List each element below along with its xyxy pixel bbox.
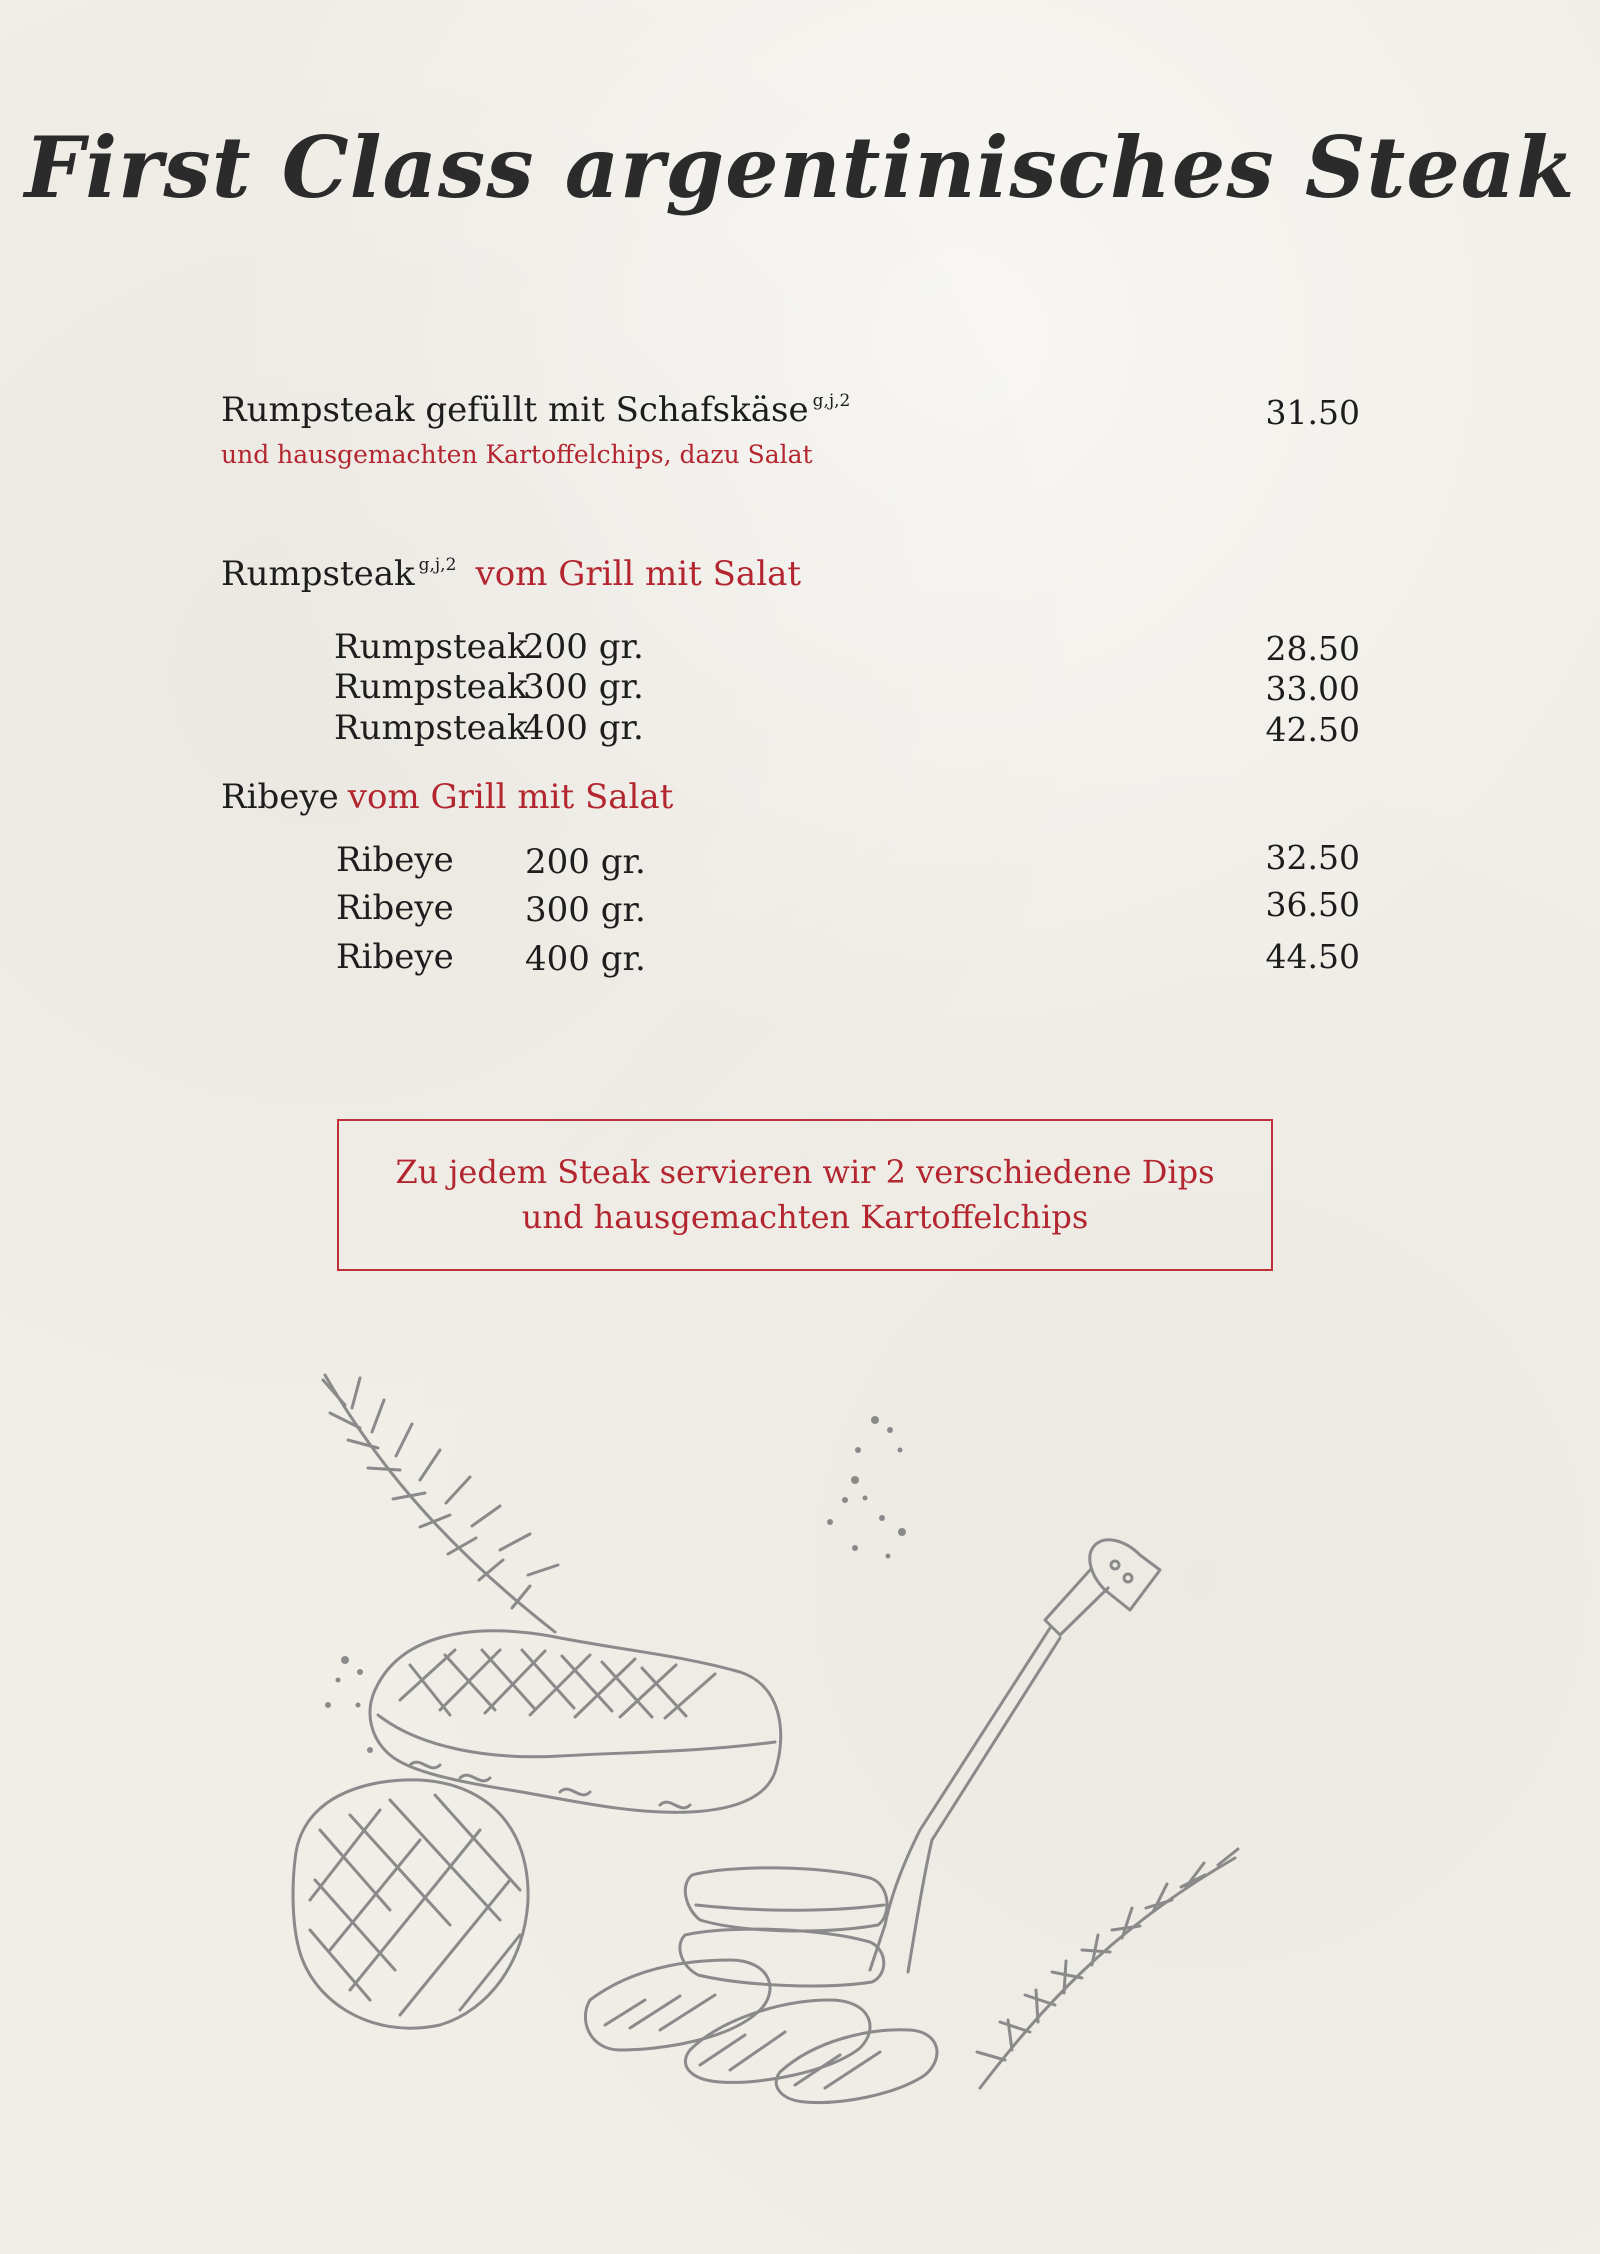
size-row-label: Ribeye xyxy=(336,888,454,928)
steak-illustration xyxy=(260,1360,1260,2140)
size-row-weight: 400 gr. xyxy=(523,708,644,748)
notice-line: Zu jedem Steak servieren wir 2 verschiedene Dips xyxy=(395,1153,1215,1191)
allergen-codes: g,j,2 xyxy=(812,391,851,411)
size-row-weight: 300 gr. xyxy=(525,890,646,930)
dips-notice-box xyxy=(337,1119,1273,1271)
size-row-price: 28.50 xyxy=(1265,629,1360,668)
size-row-label: Ribeye xyxy=(336,840,454,880)
notice-line: und hausgemachten Kartoffelchips xyxy=(521,1198,1089,1236)
section-heading-rumpsteak xyxy=(221,554,801,594)
item-price: 31.50 xyxy=(1265,393,1360,432)
size-row-weight: 400 gr. xyxy=(525,939,646,979)
page-title: First Class argentinisches Steak xyxy=(24,118,1576,217)
meat-fork-icon xyxy=(870,1540,1160,1972)
sliced-steak-icon xyxy=(585,1868,937,2103)
item-description: und hausgemachten Kartoffelchips, dazu Salat xyxy=(221,440,813,469)
section-name: Rumpsteak xyxy=(221,554,415,594)
section-name: Ribeye xyxy=(221,777,339,817)
size-row-price: 42.50 xyxy=(1265,710,1360,749)
rosemary-icon xyxy=(977,1849,1238,2088)
steak-icon xyxy=(293,1780,528,2028)
size-row-weight: 200 gr. xyxy=(523,627,644,667)
size-row-weight: 300 gr. xyxy=(523,667,644,707)
size-row-label: Ribeye xyxy=(336,937,454,977)
size-row-label: Rumpsteak xyxy=(334,667,528,707)
rosemary-icon xyxy=(323,1375,558,1632)
size-row-weight: 200 gr. xyxy=(525,842,646,882)
size-row-price: 36.50 xyxy=(1265,885,1360,924)
section-description: vom Grill mit Salat xyxy=(475,554,802,594)
allergen-codes: g,j,2 xyxy=(418,555,457,575)
size-row-price: 33.00 xyxy=(1265,669,1360,708)
size-row-label: Rumpsteak xyxy=(334,708,528,748)
menu-item-rumpsteak-gefuellt xyxy=(221,390,850,430)
section-description: vom Grill mit Salat xyxy=(347,777,674,817)
item-name: Rumpsteak gefüllt mit Schafskäse xyxy=(221,390,809,430)
spice-speckles xyxy=(325,1416,906,1753)
size-row-price: 44.50 xyxy=(1265,937,1360,976)
size-row-price: 32.50 xyxy=(1265,838,1360,877)
section-heading-ribeye xyxy=(221,777,673,817)
size-row-label: Rumpsteak xyxy=(334,627,528,667)
steak-icon xyxy=(370,1631,781,1813)
